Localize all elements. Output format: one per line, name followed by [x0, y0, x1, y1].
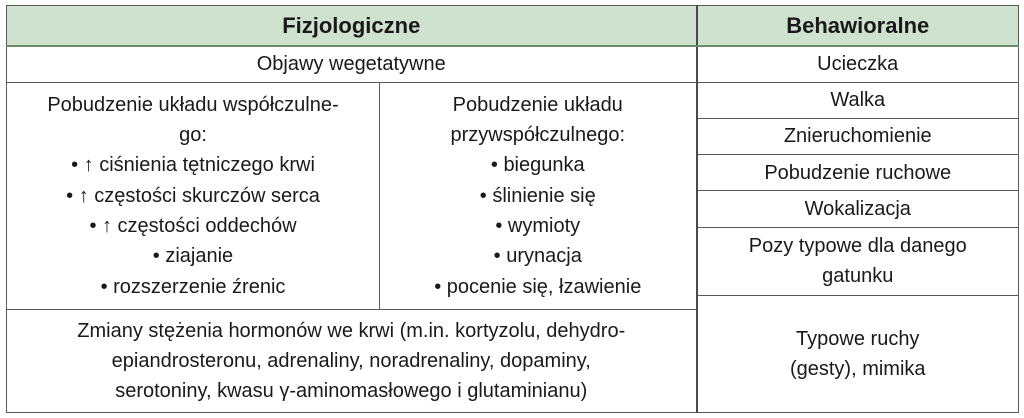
cell-wokalizacja: Wokalizacja	[697, 191, 1019, 227]
cell-hormones	[7, 310, 697, 413]
cell-znieruchomienie: Znieruchomienie	[697, 118, 1019, 154]
sympathetic-title-line-2: go:	[179, 123, 207, 146]
sympathetic-item-1: • ↑ ciśnienia tętniczego krwi	[13, 150, 373, 180]
cell-vegetative: Objawy wegetatywne	[7, 46, 697, 82]
cell-ucieczka: Ucieczka	[697, 46, 1019, 82]
row-vegetative	[7, 46, 1019, 82]
sympathetic-item-2: • ↑ częstości skurczów serca	[13, 181, 373, 211]
parasympathetic-item-3: • wymioty	[386, 211, 690, 241]
cell-pozy	[697, 227, 1019, 296]
parasympathetic-item-1: • biegunka	[386, 150, 690, 180]
sympathetic-item-3: • ↑ częstości oddechów	[13, 211, 373, 241]
parasympathetic-item-4: • urynacja	[386, 241, 690, 271]
sympathetic-item-4: • ziajanie	[13, 241, 373, 271]
parasympathetic-item-5: • pocenie się, łzawienie	[386, 272, 690, 302]
pozy-line-1: Pozy typowe dla danego	[748, 234, 967, 257]
hormones-line-1: Zmiany stężenia hormonów we krwi (m.in. kortyzolu, dehydro-	[77, 319, 626, 342]
hormones-line-3: serotoniny, kwasu γ-aminomasłowego i glutaminianu)	[115, 380, 588, 403]
ruchy-line-1: Typowe ruchy	[796, 327, 920, 350]
row-walka	[7, 82, 1019, 118]
symptoms-table-wrapper	[6, 5, 1018, 413]
header-row	[7, 6, 1019, 46]
sympathetic-title-line-1: Pobudzenie układu współczulne-	[47, 93, 339, 116]
sympathetic-item-5: • rozszerzenie źrenic	[13, 272, 373, 302]
hormones-line-2: epiandrosteronu, adrenaliny, noradrenaliny, dopaminy,	[111, 349, 591, 372]
pozy-line-2: gatunku	[822, 265, 894, 288]
cell-sympathetic	[7, 82, 380, 310]
parasympathetic-item-2: • ślinienie się	[386, 181, 690, 211]
ruchy-line-2: (gesty), mimika	[789, 358, 926, 381]
cell-pobudzenie-ruchowe: Pobudzenie ruchowe	[697, 155, 1019, 191]
parasympathetic-title-line-2: przywspółczulnego:	[450, 123, 626, 146]
parasympathetic-title-line-1: Pobudzenie układu	[452, 93, 623, 116]
symptoms-table	[6, 5, 1019, 413]
cell-parasympathetic	[380, 82, 697, 310]
header-physiological: Fizjologiczne	[7, 6, 697, 46]
header-behavioral: Behawioralne	[697, 6, 1019, 46]
cell-typowe-ruchy	[697, 296, 1019, 413]
cell-walka: Walka	[697, 82, 1019, 118]
